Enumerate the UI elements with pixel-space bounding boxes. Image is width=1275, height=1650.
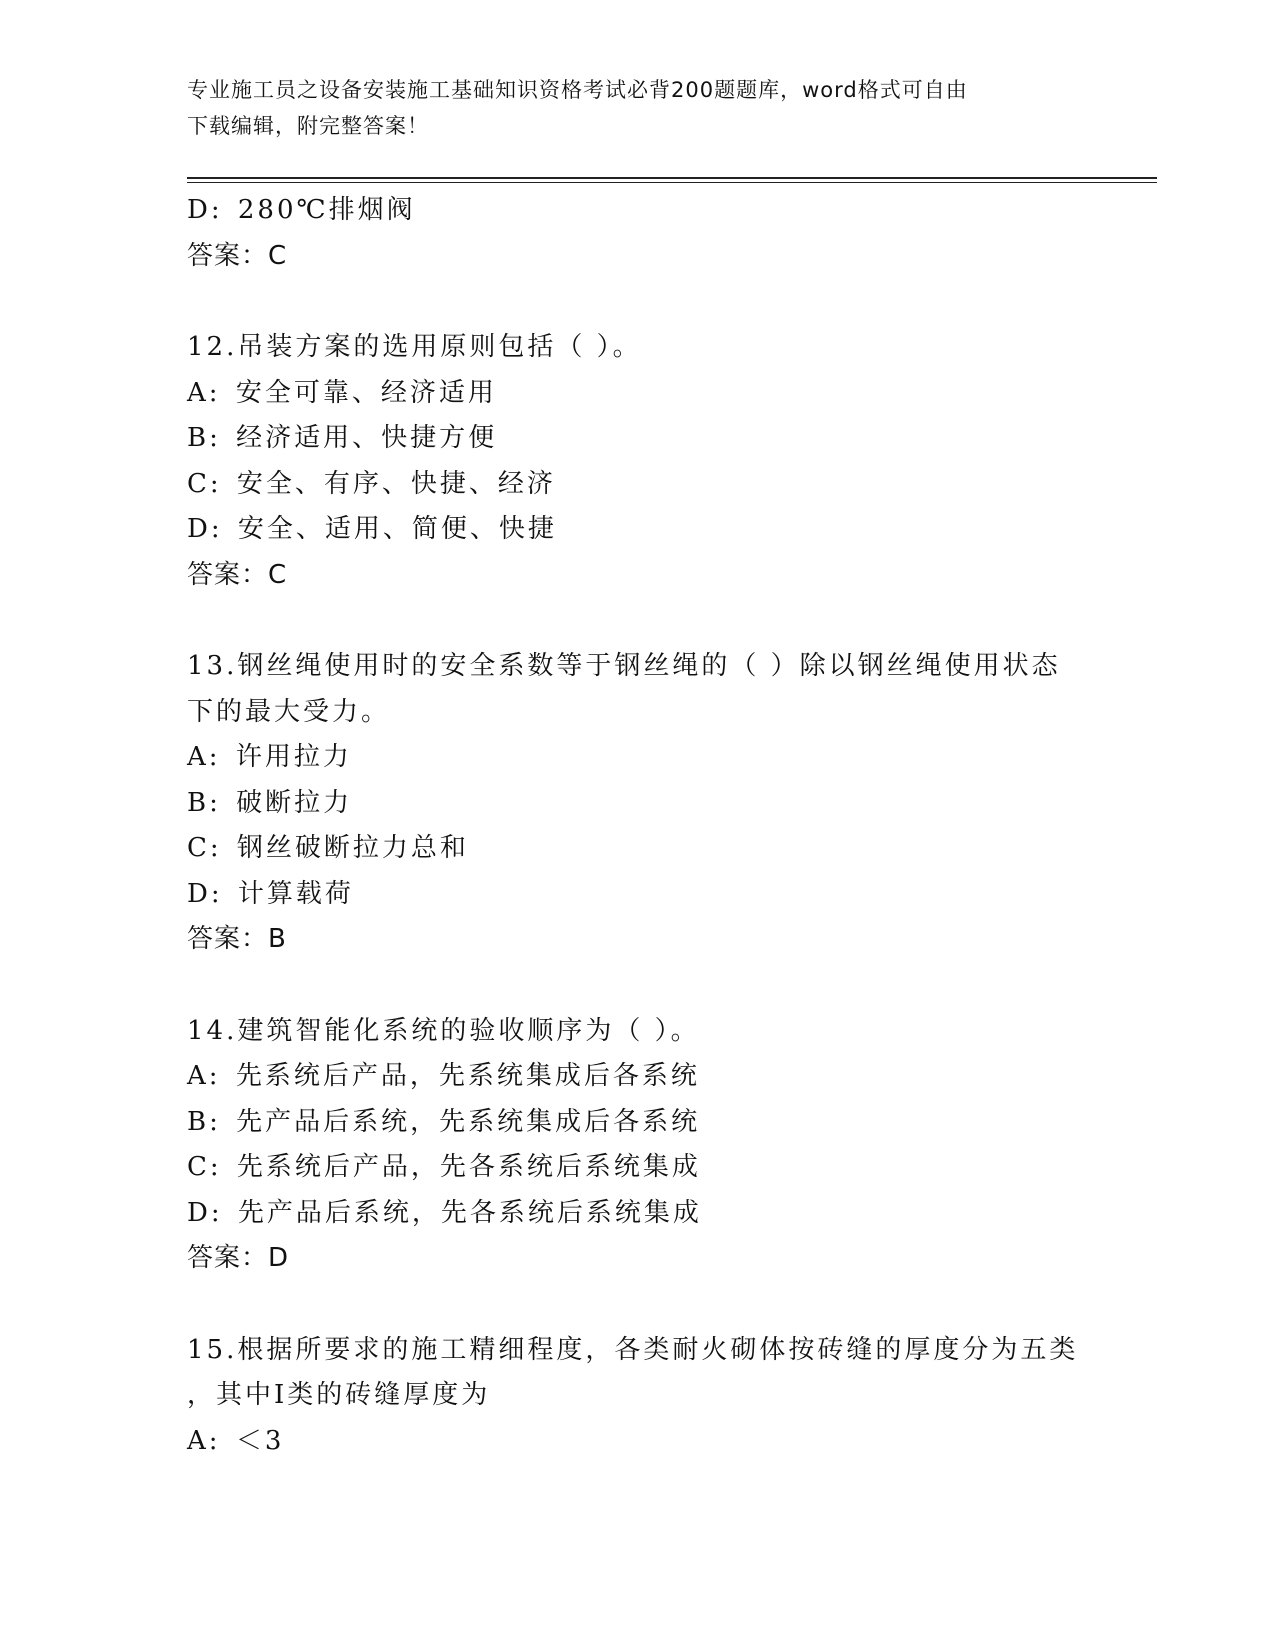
option-label: C: [187,833,222,863]
option-label: C: [187,468,222,499]
option-label: D: [187,1197,223,1228]
header-title-line-1: 专业施工员之设备安装施工基础知识资格考试必背200题题库，word格式可自由 [187,78,968,102]
option-d-continued [187,188,1147,234]
option-label: D: [187,195,223,225]
option-text: 破断拉力 [236,787,353,818]
option-text: 许用拉力 [235,742,352,772]
header-divider-thick [187,177,1157,179]
option-text: ＜3 [235,1425,285,1456]
question-stem: 13.钢丝绳使用时的安全系数等于钢丝绳的（ ）除以钢丝绳使用状态 [187,651,1061,681]
option-d [187,507,1147,553]
option-text: 经济适用、快捷方便 [236,423,498,453]
option-text: 计算载荷 [237,878,354,909]
option-text: 钢丝破断拉力总和 [236,833,469,863]
option-label: C: [187,1152,222,1182]
answer-line: 答案：C [187,559,288,590]
option-label: A: [187,1061,221,1091]
header-title-line-2: 下载编辑，附完整答案！ [187,114,429,138]
question-stem-continued: ，其中Ⅰ类的砖缝厚度为 [187,1380,491,1410]
spacer [187,279,1147,325]
question-list [187,188,1147,1464]
option-text: 安全、有序、快捷、经济 [236,468,556,499]
question-stem: 14.建筑智能化系统的验收顺序为（ ）。 [187,1015,700,1046]
option-label: D: [187,878,223,909]
option-label: B: [187,787,221,818]
question-stem-continued: 下的最大受力。 [187,696,391,727]
answer-line: 答案：B [187,924,287,954]
option-label: A: [187,377,221,408]
option-c [187,1145,1147,1191]
option-label: B: [187,1106,221,1137]
option-b [187,416,1147,462]
option-a [187,1054,1147,1100]
option-a [187,371,1147,417]
option-text: 先系统后产品，先系统集成后各系统 [235,1061,700,1091]
option-text: 先产品后系统，先系统集成后各系统 [236,1106,701,1137]
option-text: 安全可靠、经济适用 [235,377,497,408]
option-text: 先产品后系统，先各系统后系统集成 [237,1197,702,1228]
answer-line: 答案：C [187,240,288,271]
option-c [187,826,1147,872]
page-header [187,72,1087,144]
option-a [187,1419,1147,1465]
answer-line: 答案：D [187,1243,290,1273]
option-text: 280℃排烟阀 [237,195,416,225]
option-d [187,1191,1147,1237]
question-stem: 12.吊装方案的选用原则包括（ ）。 [187,332,642,362]
option-a [187,735,1147,781]
option-text: 先系统后产品，先各系统后系统集成 [236,1152,701,1182]
option-label: A: [187,1425,221,1456]
option-b [187,1100,1147,1146]
option-b [187,781,1147,827]
option-text: 安全、适用、简便、快捷 [237,514,557,544]
question-stem: 15.根据所要求的施工精细程度，各类耐火砌体按砖缝的厚度分为五类 [187,1334,1079,1365]
option-c [187,462,1147,508]
option-label: B: [187,423,221,453]
spacer [187,598,1147,644]
option-label: A: [187,742,221,772]
option-d [187,872,1147,918]
option-label: D: [187,514,223,544]
header-divider-thin [187,182,1157,183]
spacer [187,1282,1147,1328]
spacer [187,963,1147,1009]
